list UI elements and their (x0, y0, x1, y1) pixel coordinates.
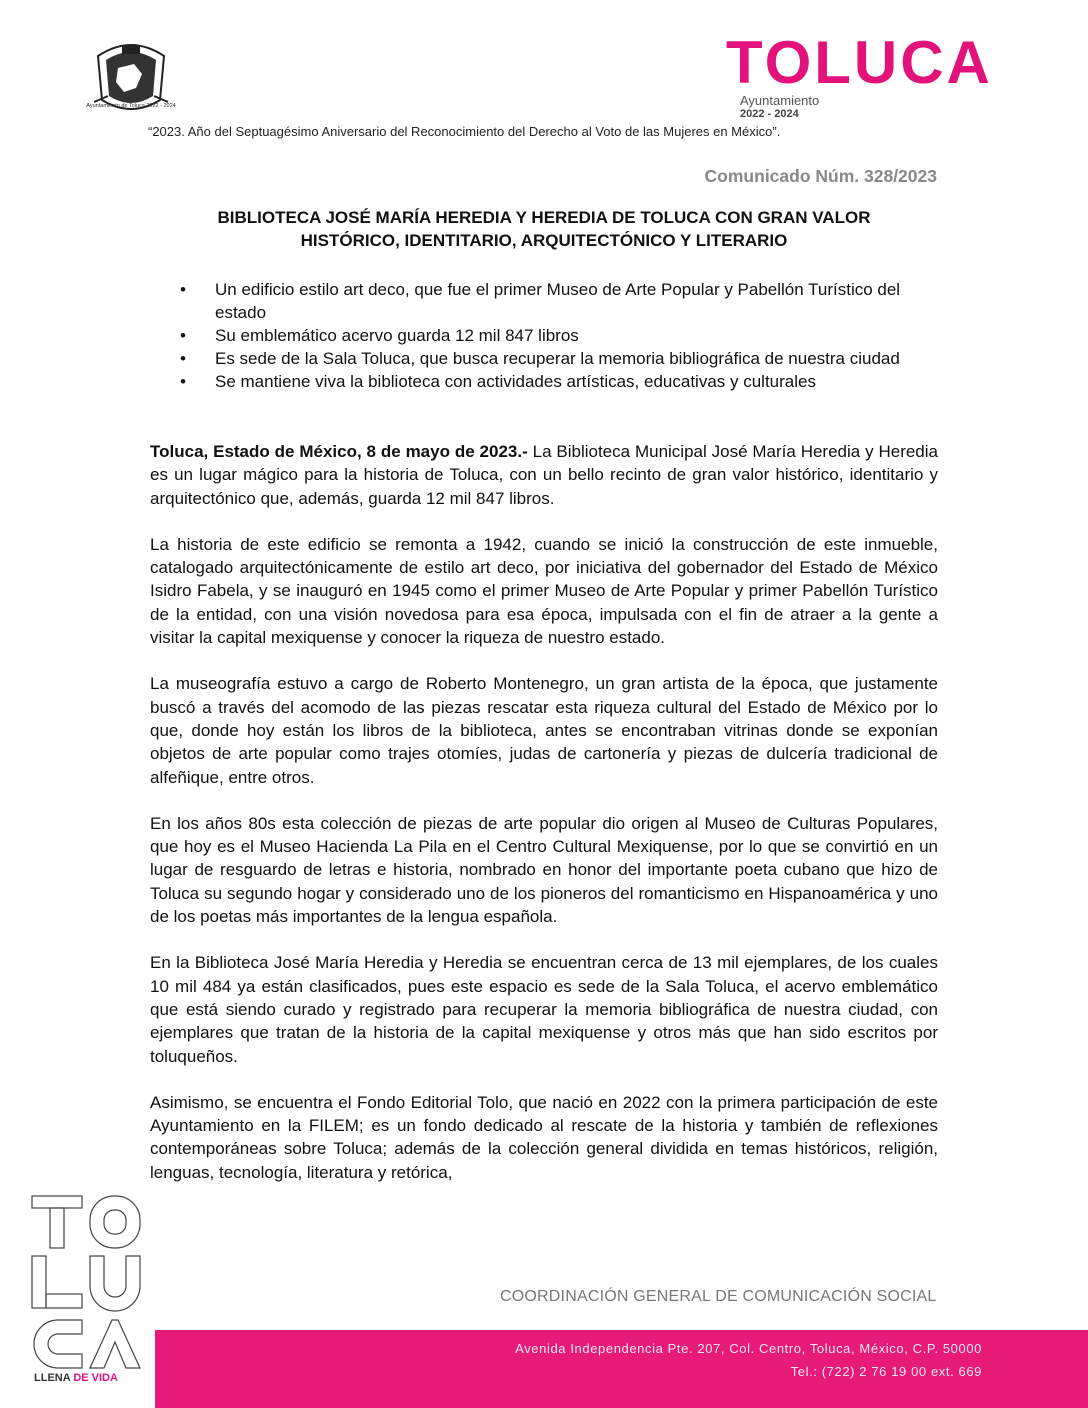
toluca-logo: TOLUCA (726, 29, 993, 96)
year-motto: “2023. Año del Septuagésimo Aniversario del Reconocimiento del Derecho al Voto de las Mujeres en México”. (148, 124, 781, 139)
paragraph-2: La historia de este edificio se remonta a 1942, cuando se inició la construcción de este inmueble, catalogado arquitectónicamente de estilo art deco, por iniciativa del gobernador del Estado de México Isidro Fabela, y se inauguró en 1945 como el primer Museo de Arte Popular y primer Pabellón Turístico de la entidad, con una visión novedosa para esa época, impulsada con el fin de atraer a la gente a visitar la capital mexiquense y conocer la riqueza de nuestro estado. (150, 534, 938, 648)
slogan: LLENA DE VIDA (34, 1372, 118, 1384)
paragraph-3: La museografía estuvo a cargo de Roberto Montenegro, un gran artista de la época, que justamente buscó a través del acomodo de las piezas rescatar esta riqueza cultural del Estado de México por lo que, donde hoy están los libros de la biblioteca, antes se encontraban vitrinas donde se exponían objetos de arte popular como trajes otomíes, judas de cartonería y piezas de dulcería tradicional de alfeñique, entre otros. (150, 674, 938, 787)
headline (150, 206, 938, 252)
summary-bullets (150, 278, 938, 393)
paragraph-6: Asimismo, se encuentra el Fondo Editorial Tolo, que nació en 2022 con la primera participación de este Ayuntamiento en la FILEM; es un fondo dedicado al rescate de la historia y también de reflexiones contemporáneas sobre Toluca; además de la colección general dividida en temas históricos, religión, lenguas, tecnología, literatura y retórica, (150, 1092, 938, 1182)
seal-caption: Ayuntamiento de Toluca 2022 - 2024 (86, 103, 176, 109)
bullet-item: • Un edificio estilo art deco, que fue el primer Museo de Arte Popular y Pabellón Turístico del estado (180, 280, 901, 322)
bullet-dot-icon: • (180, 326, 186, 345)
paragraph-5: En la Biblioteca José María Heredia y Heredia se encuentran cerca de 13 mil ejemplares, de los cuales 10 mil 484 ya están clasificados, pues este espacio es sede de la Sala Toluca, el acervo emblemático que está siendo curado y registrado para recuperar la memoria bibliográfica de nuestra ciudad, con ejemplares que tratan de la historia de la capital mexiquense y otros más que han sido escritos por toluqueños. (150, 953, 938, 1066)
bullet-item: • Es sede de la Sala Toluca, que busca recuperar la memoria bibliográfica de nuestra ciudad (180, 349, 900, 368)
toluca-outline-logo (28, 1192, 144, 1372)
logo-period: 2022 - 2024 (740, 108, 799, 120)
paragraph-4: En los años 80s esta colección de piezas de arte popular dio origen al Museo de Culturas Populares, que hoy es el Museo Hacienda La Pila en el Centro Cultural Mexiquense, por lo que se convirtió en un lugar de resguardo de letras e historia, nombrado en honor del importante poeta cubano que hizo de Toluca su segundo hogar y considerado uno de los pioneros del romanticismo en Hispanoamérica y uno de los poetas más importantes de la lengua española. (150, 813, 938, 927)
article-body (150, 440, 938, 1184)
footer-phone: Tel.: (722) 2 76 19 00 ext. 669 (790, 1364, 982, 1379)
footer-address: Avenida Independencia Pte. 207, Col. Centro, Toluca, México, C.P. 50000 (515, 1341, 982, 1356)
bullet-item: • Se mantiene viva la biblioteca con actividades artísticas, educativas y culturales (180, 372, 816, 391)
bullet-dot-icon: • (180, 372, 186, 391)
headline-line-1: BIBLIOTECA JOSÉ MARÍA HEREDIA Y HEREDIA DE TOLUCA CON GRAN VALOR (217, 208, 871, 227)
bullet-dot-icon: • (180, 280, 186, 299)
bullet-dot-icon: • (180, 349, 186, 368)
headline-line-2: HISTÓRICO, IDENTITARIO, ARQUITECTÓNICO Y LITERARIO (300, 231, 788, 250)
dateline: Toluca, Estado de México, 8 de mayo de 2023.- (150, 442, 528, 461)
bullet-item: • Su emblemático acervo guarda 12 mil 847 libros (180, 326, 579, 345)
paragraph-1: Toluca, Estado de México, 8 de mayo de 2023.- La Biblioteca Municipal José María Heredia y Heredia es un lugar mágico para la historia de Toluca, con un bello recinto de gran valor histórico, identitario y arquitectónico que, además, guarda 12 mil 847 libros. (150, 442, 938, 508)
press-release-number: Comunicado Núm. 328/2023 (704, 166, 937, 186)
coordination-label: COORDINACIÓN GENERAL DE COMUNICACIÓN SOCIAL (500, 1288, 937, 1305)
logo-subtitle: Ayuntamiento (740, 93, 820, 108)
